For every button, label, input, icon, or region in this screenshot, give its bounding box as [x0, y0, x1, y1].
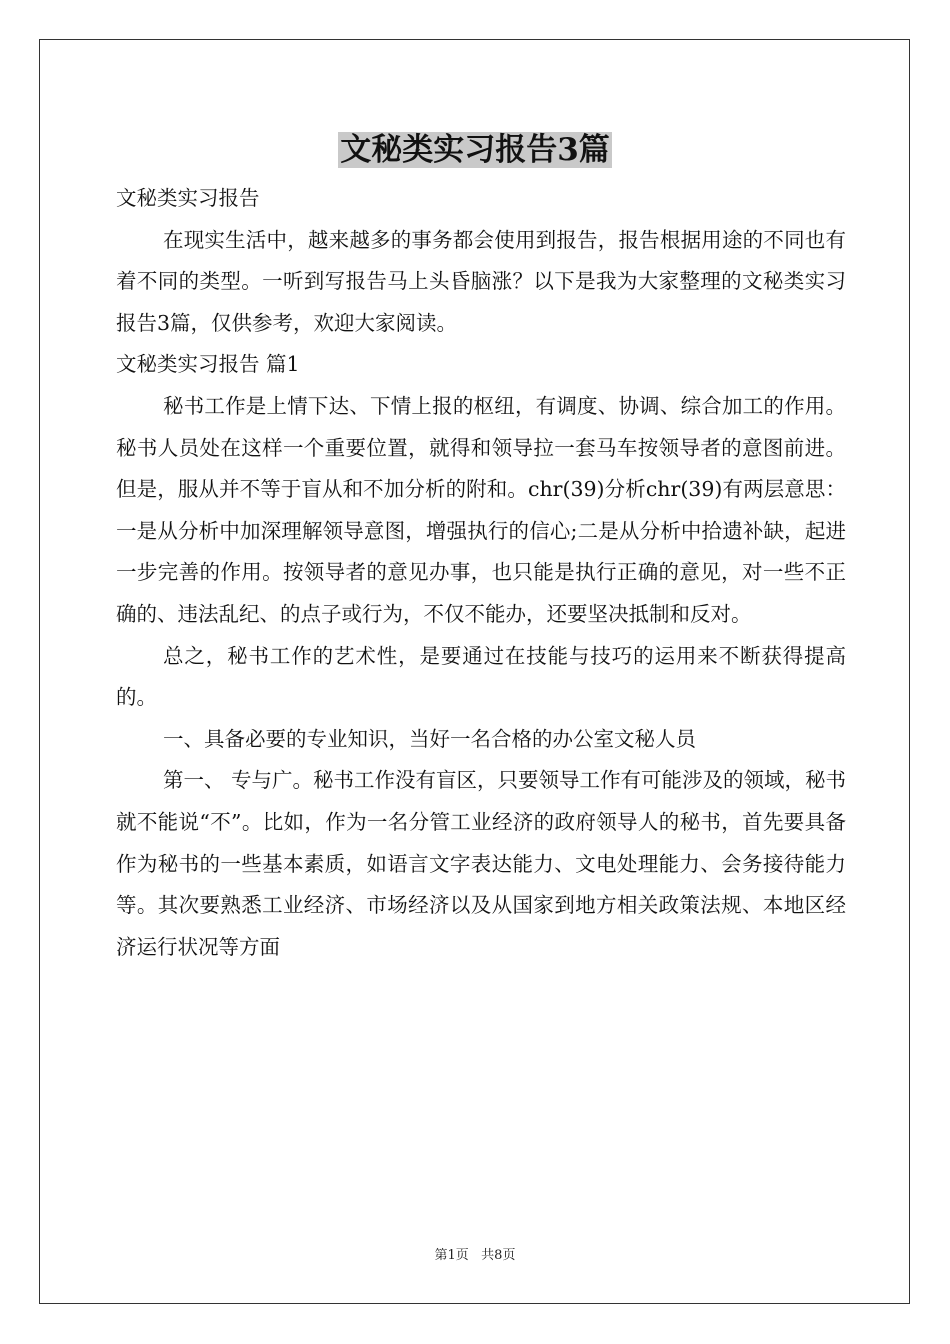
paragraph-body: 总之，秘书工作的艺术性，是要通过在技能与技巧的运用来不断获得提高的。 [116, 643, 846, 710]
paragraph-body: 一、具备必要的专业知识，当好一名合格的办公室文秘人员 [163, 726, 696, 751]
document-body [116, 178, 846, 968]
document-title-text: 文秘类实习报告3篇 [340, 132, 610, 168]
paragraph-body: 秘书工作是上情下达、下情上报的枢纽，有调度、协调、综合加工的作用。秘书人员处在这样一个重要位置，就得和领导拉一套马车按领导者的意图前进。但是，服从并不等于盲从和不加分析的附和。chr(39)分析chr(39)有两层意思：一是从分析中加深理解领导意图，增强执行的信心;二是从分析中拾遗补缺，起进一步完善的作用。按领导者的意见办事，也只能是执行正确的意见，对一些不正确的、违法乱纪、的点子或行为，不仅不能办，还要坚决抵制和反对。 [116, 393, 846, 626]
paragraph-body: 第一、 专与广。秘书工作没有盲区，只要领导工作有可能涉及的领域，秘书就不能说“不”。比如，作为一名分管工业经济的政府领导人的秘书，首先要具备作为秘书的一些基本素质，如语言文字表达能力、文电处理能力、会务接待能力等。其次要熟悉工业经济、市场经济以及从国家到地方相关政策法规、本地区经济运行状况等方面 [116, 768, 847, 959]
document-subtitle: 文秘类实习报告 [116, 186, 260, 210]
paragraph-intro: 在现实生活中，越来越多的事务都会使用到报告，报告根据用途的不同也有着不同的类型。一听到写报告马上头昏脑涨？以下是我为大家整理的文秘类实习报告3篇，仅供参考，欢迎大家阅读。 [116, 227, 846, 335]
page-number: 第1页 共8页 [434, 1248, 516, 1263]
page-footer [0, 1247, 950, 1265]
document-title [0, 126, 950, 174]
section-heading: 文秘类实习报告 篇1 [116, 352, 300, 377]
